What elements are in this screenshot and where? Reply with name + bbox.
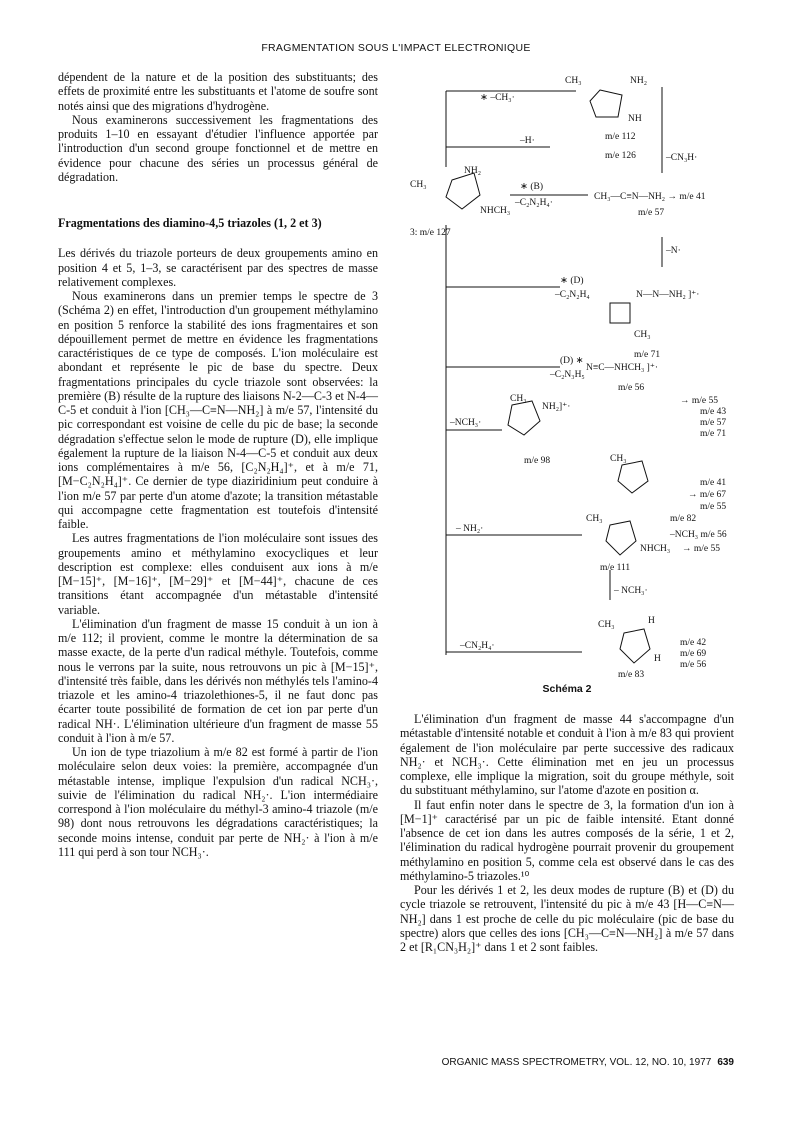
svg-text:–C₂N₂H₄·: –C₂N₂H₄· bbox=[515, 198, 553, 208]
left-column bbox=[58, 70, 378, 859]
scheme-caption: Schéma 2 bbox=[542, 683, 592, 695]
paragraph: L'élimination d'un fragment de masse 44 s'accompagne d'un métastable d'intensité notable et conduit à l'ion à m/e 83 qui provient également de l'ion moléculaire par perte successive des radicaux NH₂· et NCH₃·. Cette élimination met en jeu un processus complexe, elle implique la migration, soit du groupe méthyle, soit du substituant méthylamino, sur l'atome d'azote en position α. bbox=[400, 712, 734, 798]
svg-text:∗ (B): ∗ (B) bbox=[520, 182, 543, 192]
svg-text:→ m/e 55: → m/e 55 bbox=[680, 396, 718, 406]
svg-text:m/e 55: m/e 55 bbox=[700, 502, 727, 512]
svg-text:(D) ∗: (D) ∗ bbox=[560, 356, 584, 366]
svg-text:H: H bbox=[654, 654, 661, 664]
svg-text:NHCH₃: NHCH₃ bbox=[480, 206, 511, 216]
svg-text:N—N—NH₂ ]⁺·: N—N—NH₂ ]⁺· bbox=[636, 290, 700, 300]
paragraph: Les autres fragmentations de l'ion moléculaire sont issues des groupements amino et méthylamino exocycliques et leur description est complexe: elles conduisent aux ions à m/e [M−15]⁺, [M−16]⁺, [M−29]⁺ et [M−44]⁺, chacune de ces transitions étant accompagnée d'un métastable d'intensité variable. bbox=[58, 531, 378, 617]
section-title: Fragmentations des diamino-4,5 triazoles (1, 2 et 3) bbox=[58, 216, 322, 230]
svg-text:CH₃: CH₃ bbox=[410, 180, 427, 190]
paragraph: Nous examinerons dans un premier temps le spectre de 3 (Schéma 2) en effet, l'introduction d'un groupement méthylamino en position 5 renforce la stabilité des ions fragmentaires et son dépouillement permet de mettre en évidence les fragmentations caractéristiques de ce type de composés. L'ion moléculaire est abondant et représente le pic de base du spectre. Deux fragmentations principales du cycle triazole sont observées: la première (B) résulte de la rupture des liaisons N-2—C-3 et N-4—C-5 et conduit à l'ion [CH₃—C≡N—NH₂] à m/e 57, l'intensité du pic correspondant est voisine de celle du pic de base; la seconde dégradation s'effectue selon le mode de rupture (D), elle implique également la rupture de la liaison N-4—C-5 et conduit aux deux ions complémentaires à m/e 56, [C₂N₂H₄]⁺, et à m/e 71, [M−C₂N₂H₄]⁺. Ce dernier de type diaziridinium peut conduire à l'ion m/e 57 par perte d'un atome d'azote; la transition métastable qui accompagne cette fragmentation est toutefois d'intensité faible. bbox=[58, 289, 378, 531]
reaction-scheme bbox=[400, 65, 734, 680]
svg-text:m/e 56: m/e 56 bbox=[680, 660, 707, 670]
svg-text:m/e 126: m/e 126 bbox=[605, 151, 636, 161]
svg-text:NH₂: NH₂ bbox=[630, 76, 648, 86]
svg-text:CH₃: CH₃ bbox=[565, 76, 582, 86]
svg-text:m/e 71: m/e 71 bbox=[634, 350, 661, 360]
svg-text:–C₂N₂H₄: –C₂N₂H₄ bbox=[555, 290, 590, 300]
svg-text:m/e 112: m/e 112 bbox=[605, 132, 636, 142]
svg-text:3: m/e 127: 3: m/e 127 bbox=[410, 228, 451, 238]
svg-text:m/e 111: m/e 111 bbox=[600, 563, 631, 573]
svg-text:H: H bbox=[648, 616, 655, 626]
svg-text:m/e 98: m/e 98 bbox=[524, 456, 551, 466]
svg-text:m/e 71: m/e 71 bbox=[700, 429, 727, 439]
paragraph: Nous examinerons successivement les fragmentations des produits 1–10 en essayant d'étudier l'influence apportée par l'introduction d'un second groupe fonctionnel et de mettre en évidence pour chacune des séries un processus général de dégradation. bbox=[58, 112, 378, 184]
paragraph: Un ion de type triazolium à m/e 82 est formé à partir de l'ion moléculaire selon deux voies: la première, accompagnée d'un métastable intense, implique l'expulsion d'un radical NCH₃·, suivie de l'élimination du radical NH₂·. L'ion intermédiaire correspond à l'ion moléculaire du méthyl-3 amino-4 triazole (m/e 98) dont nous retrouvons les dégradations caractéristiques; la seconde moins intense, conduit par perte de NH₂· à l'ion à m/e 111 qui perd à son tour NCH₃·. bbox=[58, 745, 378, 859]
svg-text:–NCH₃·: –NCH₃· bbox=[450, 418, 482, 428]
svg-text:–H·: –H· bbox=[520, 136, 535, 146]
svg-text:NH: NH bbox=[628, 114, 642, 124]
svg-text:–CN₂H₄·: –CN₂H₄· bbox=[460, 641, 495, 651]
svg-text:CH₃: CH₃ bbox=[610, 454, 627, 464]
svg-text:→ m/e 55: → m/e 55 bbox=[682, 544, 720, 554]
svg-text:→ m/e 67: → m/e 67 bbox=[688, 490, 726, 500]
paragraph: dépendent de la nature et de la position des substituants; des effets de proximité entre les substituants et l'atome de soufre sont notés ainsi que des migrations d'hydrogène. bbox=[58, 70, 378, 113]
page-number: 639 bbox=[717, 1057, 734, 1068]
paragraph: Il faut enfin noter dans le spectre de 3, la formation d'un ion à [M−1]⁺ caractérisé par un pic de faible intensité. Etant donné l'absence de cet ion dans les autres composés de la série, 1 et 2, l'élimination du radical hydrogène pourrait provenir du groupement méthylamino en position 5, comme cela est observé dans le cas des méthylamino-5 triazoles.¹⁰ bbox=[400, 797, 734, 883]
svg-text:m/e 57: m/e 57 bbox=[638, 208, 665, 218]
svg-text:CH₃: CH₃ bbox=[586, 514, 603, 524]
paragraph: Pour les dérivés 1 et 2, les deux modes de rupture (B) et (D) du cycle triazole se retrouvent, l'intensité du pic à m/e 43 [H—C≡N—NH₂] dans 1 est proche de celle du pic moléculaire (pic de base du spectre) alors que celles des ions [CH₃—C≡N—NH₂] à m/e 57 dans 2 et [R₁CN₃H₂]⁺ dans 1 et 2 sont faibles. bbox=[400, 883, 734, 954]
svg-text:m/e 56: m/e 56 bbox=[618, 383, 645, 393]
svg-text:∗ –CH₃·: ∗ –CH₃· bbox=[480, 93, 515, 103]
right-column bbox=[400, 712, 734, 954]
svg-text:m/e 83: m/e 83 bbox=[618, 670, 645, 680]
svg-text:m/e 82: m/e 82 bbox=[670, 514, 697, 524]
journal-name: ORGANIC MASS SPECTROMETRY, VOL. 12, NO. 10, 1977 bbox=[441, 1057, 712, 1068]
svg-text:m/e 41: m/e 41 bbox=[700, 478, 727, 488]
paragraph: Les dérivés du triazole porteurs de deux groupements amino en position 4 et 5, 1–3, se caractérisent par des spectres de masse relativement complexes. bbox=[58, 246, 378, 289]
svg-text:– NCH₃·: – NCH₃· bbox=[614, 586, 648, 596]
svg-text:∗ (D): ∗ (D) bbox=[560, 276, 584, 286]
svg-text:m/e 43: m/e 43 bbox=[700, 407, 727, 417]
svg-text:NH₂: NH₂ bbox=[464, 166, 482, 176]
svg-text:m/e 42: m/e 42 bbox=[680, 638, 707, 648]
page-footer bbox=[442, 1057, 734, 1068]
running-header: FRAGMENTATION SOUS L'IMPACT ELECTRONIQUE bbox=[261, 42, 531, 54]
svg-text:–C₂N₃H₅: –C₂N₃H₅ bbox=[550, 370, 585, 380]
svg-text:m/e 57: m/e 57 bbox=[700, 418, 727, 428]
svg-text:NH₂]⁺·: NH₂]⁺· bbox=[542, 402, 571, 412]
svg-text:– NH₂·: – NH₂· bbox=[456, 524, 484, 534]
svg-text:CH₃: CH₃ bbox=[598, 620, 615, 630]
paragraph: L'élimination d'un fragment de masse 15 conduit à un ion à m/e 112; il provient, comme le montre la détermination de sa masse exacte, de la perte d'un radical méthyle. Toutefois, comme nous le verrons par la suite, nous retrouvons un pic à [M−15]⁺, d'intensité très faible, dans les dérivés non méthylés tels l'amino-4 triazole et les amino-4 triazolethiones-5, il ne faut donc pas écarter toute possibilité de formation de cet ion par perte d'un radical NH·. L'élimination ultérieure d'un fragment de masse 55 conduit à l'ion à m/e 57. bbox=[58, 616, 378, 745]
svg-text:–NCH₃ m/e 56: –NCH₃ m/e 56 bbox=[670, 530, 727, 540]
svg-text:–CN₃H·: –CN₃H· bbox=[666, 153, 698, 163]
svg-text:NHCH₃: NHCH₃ bbox=[640, 544, 671, 554]
svg-text:CH₃: CH₃ bbox=[634, 330, 651, 340]
svg-text:m/e 69: m/e 69 bbox=[680, 649, 707, 659]
svg-text:–N·: –N· bbox=[666, 246, 681, 256]
svg-text:CH₃: CH₃ bbox=[510, 394, 527, 404]
svg-text:CH₃—C≡N—NH₂ → m/e 41: CH₃—C≡N—NH₂ → m/e 41 bbox=[594, 192, 706, 202]
svg-text:N≡C—NHCH₃ ]⁺·: N≡C—NHCH₃ ]⁺· bbox=[586, 363, 659, 373]
